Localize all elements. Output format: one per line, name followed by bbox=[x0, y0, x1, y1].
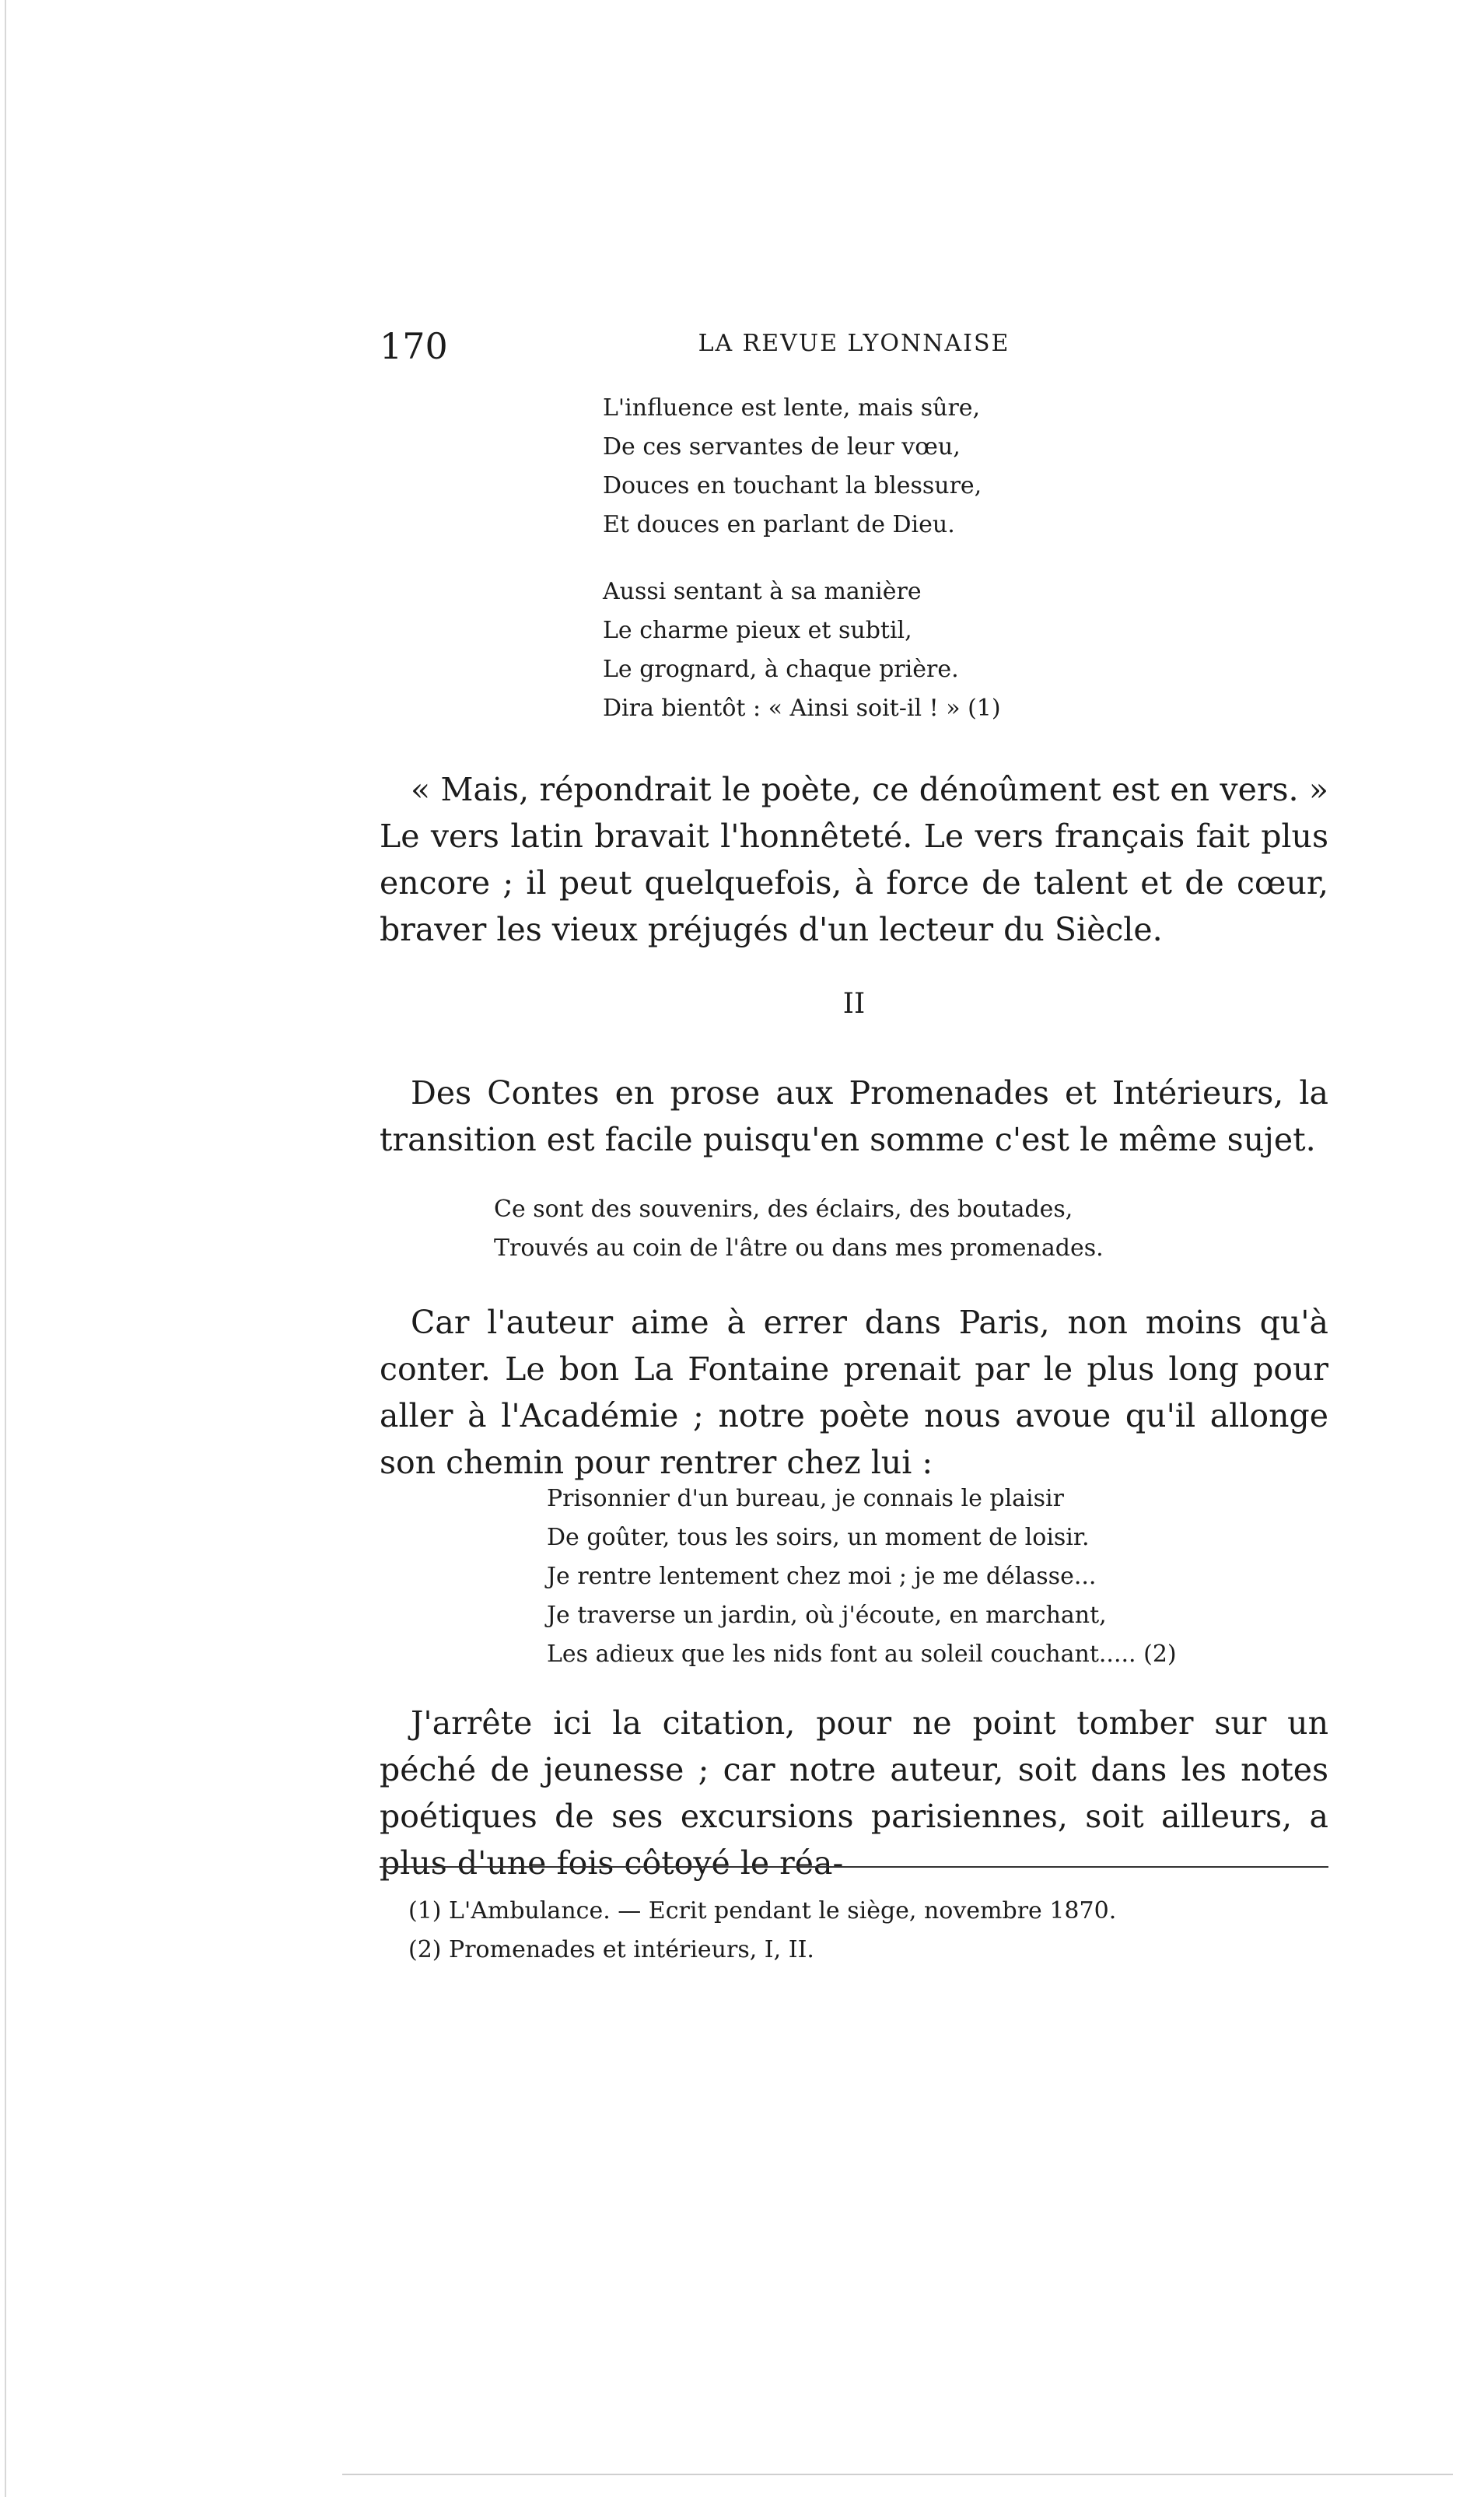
verse-line: Dira bientôt : « Ainsi soit-il ! » (1) bbox=[603, 695, 1001, 722]
page-header bbox=[380, 325, 1328, 372]
paragraph-text: « Mais, répondrait le poète, ce dénoûment est en vers. » Le vers latin bravait l'honnêteté. Le vers français fait plus encore ; il peut quelquefois, à force de talent et de cœur, braver les vieux préjugés d'un lecteur du Siècle. bbox=[380, 771, 1328, 948]
paragraph-1 bbox=[380, 766, 1328, 953]
paragraph-3 bbox=[380, 1299, 1328, 1486]
verse-line: Je traverse un jardin, où j'écoute, en marchant, bbox=[547, 1602, 1107, 1629]
verse-block-2 bbox=[494, 1190, 1104, 1268]
footnotes bbox=[408, 1892, 1116, 1970]
paragraph-2 bbox=[380, 1070, 1328, 1163]
verse-block-1 bbox=[603, 389, 1001, 728]
verse-line: Trouvés au coin de l'âtre ou dans mes promenades. bbox=[494, 1234, 1104, 1262]
paragraph-text: Des Contes en prose aux Promenades et Intérieurs, la transition est facile puisqu'en somme c'est le même sujet. bbox=[380, 1074, 1328, 1158]
footnote-2: (2) Promenades et intérieurs, I, II. bbox=[408, 1936, 814, 1963]
verse-line: De ces servantes de leur vœu, bbox=[603, 433, 961, 461]
paragraph-text: Car l'auteur aime à errer dans Paris, non moins qu'à conter. Le bon La Fontaine prenait par le plus long pour aller à l'Académie ; notre poète nous avoue qu'il allonge son chemin pour rentrer chez lui : bbox=[380, 1304, 1328, 1481]
verse-line: Aussi sentant à sa manière bbox=[603, 578, 922, 605]
verse-line: Le grognard, à chaque prière. bbox=[603, 656, 959, 683]
paragraph-4 bbox=[380, 1700, 1328, 1886]
page-number: 170 bbox=[380, 325, 448, 367]
verse-line: De goûter, tous les soirs, un moment de loisir. bbox=[547, 1524, 1090, 1551]
verse-line: Je rentre lentement chez moi ; je me délasse... bbox=[547, 1563, 1097, 1590]
verse-line: L'influence est lente, mais sûre, bbox=[603, 394, 981, 422]
verse-block-3 bbox=[547, 1480, 1177, 1674]
scan-bottom-edge bbox=[342, 2474, 1453, 2475]
verse-line: Douces en touchant la blessure, bbox=[603, 472, 982, 499]
verse-line: Le charme pieux et subtil, bbox=[603, 617, 912, 644]
verse-line: Les adieux que les nids font au soleil couchant..... (2) bbox=[547, 1641, 1177, 1668]
verse-line: Ce sont des souvenirs, des éclairs, des boutades, bbox=[494, 1196, 1073, 1223]
verse-line: Prisonnier d'un bureau, je connais le plaisir bbox=[547, 1485, 1064, 1512]
footnote-1: (1) L'Ambulance. — Ecrit pendant le siège, novembre 1870. bbox=[408, 1897, 1117, 1924]
section-heading: II bbox=[842, 988, 866, 1020]
verse-line: Et douces en parlant de Dieu. bbox=[603, 511, 955, 538]
running-title: LA REVUE LYONNAISE bbox=[698, 330, 1010, 357]
footnote-rule bbox=[380, 1866, 1328, 1868]
scan-edge bbox=[5, 0, 6, 2497]
paragraph-text: J'arrête ici la citation, pour ne point tomber sur un péché de jeunesse ; car notre auteur, soit dans les notes poétiques de ses excursions parisiennes, soit ailleurs, a plus d'une fois côtoyé le réa- bbox=[380, 1704, 1328, 1882]
